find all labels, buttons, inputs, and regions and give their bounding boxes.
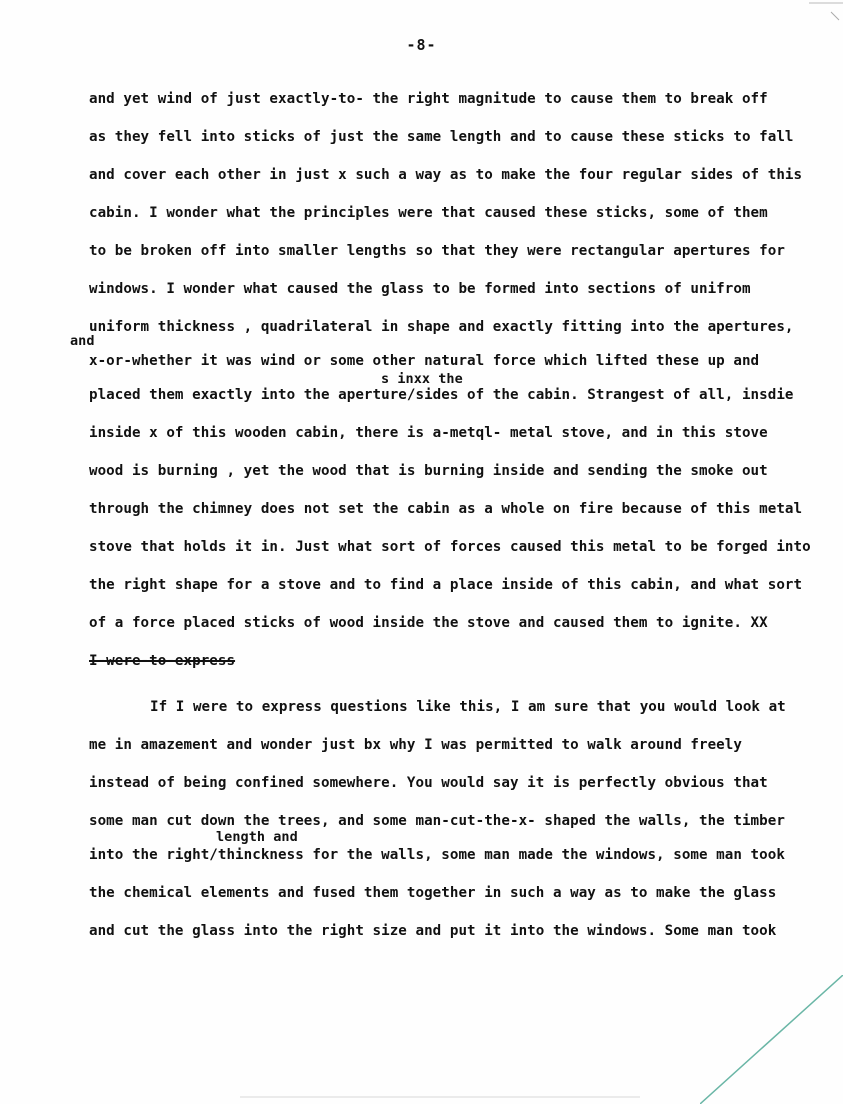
- paragraph-first-line: [89, 688, 809, 726]
- struck-text: I-were-to-express: [89, 653, 236, 669]
- handwritten-insertion: s inxx the: [381, 371, 463, 387]
- typed-text-body: [70, 80, 811, 950]
- text-line-with-insertion: [89, 829, 809, 874]
- text-line: [89, 414, 809, 452]
- line-text: as they fell into sticks of just the same length and to cause these sticks to fall: [89, 129, 794, 145]
- line-text: the chemical elements and fused them together in such a way as to make the glass: [89, 885, 777, 901]
- text-line: [89, 874, 809, 912]
- text-line: [89, 452, 809, 490]
- text-line: [89, 802, 809, 836]
- line-text: cabin. I wonder what the principles were that caused these sticks, some of them: [89, 205, 768, 221]
- line-text: and cover each other in just x such a way as to make the four regular sides of this: [89, 167, 803, 183]
- line-text: through the chimney does not set the cabin as a whole on fire because of this metal: [89, 501, 803, 517]
- text-line-struck: [89, 642, 809, 688]
- line-text: wood is burning , yet the wood that is burning inside and sending the smoke out: [89, 463, 768, 479]
- text-line: [89, 726, 809, 764]
- line-text: x-or-whether it was wind or some other natural force which lifted these up and: [89, 353, 760, 369]
- line-text: me in amazement and wonder just bx why I was permitted to walk around freely: [89, 737, 742, 753]
- handwritten-insertion: and: [70, 333, 95, 349]
- scan-bottom-edge: [240, 1094, 640, 1100]
- line-text: to be broken off into smaller lengths so that they were rectangular apertures for: [89, 243, 785, 259]
- scan-edge-line: [700, 975, 843, 1104]
- line-text: If I were to express questions like this, I am sure that you would look at: [150, 699, 786, 715]
- line-text: uniform thickness , quadrilateral in shape and exactly fitting into the apertures,: [89, 319, 794, 335]
- text-line: [89, 566, 809, 604]
- line-text: some man cut down the trees, and some man-cut-the-x- shaped the walls, the timber: [89, 813, 785, 829]
- line-text: placed them exactly into the aperture/sides of the cabin. Strangest of all, insdie: [89, 387, 794, 403]
- page-corner-mark: [803, 0, 843, 24]
- line-text: and yet wind of just exactly-to- the right magnitude to cause them to break off: [89, 91, 768, 107]
- line-text: inside x of this wooden cabin, there is a-metql- metal stove, and in this stove: [89, 425, 768, 441]
- handwritten-insertion: length and: [216, 829, 298, 845]
- text-line: [89, 156, 809, 194]
- text-line: [89, 80, 809, 118]
- text-line: [89, 118, 809, 156]
- text-line: [89, 528, 809, 566]
- text-line-with-insertion: [89, 371, 809, 414]
- text-line: [89, 308, 809, 342]
- line-text: into the right/thinckness for the walls, some man made the windows, some man took: [89, 847, 785, 863]
- text-line: [89, 490, 809, 528]
- text-line: [89, 604, 809, 642]
- text-line: [89, 764, 809, 802]
- page-number: -8-: [406, 36, 437, 54]
- line-text: the right shape for a stove and to find a place inside of this cabin, and what sort: [89, 577, 803, 593]
- text-line: [89, 912, 809, 950]
- text-line: [89, 194, 809, 232]
- line-text: windows. I wonder what caused the glass to be formed into sections of unifrom: [89, 281, 751, 297]
- text-line: [89, 232, 809, 270]
- line-text: instead of being confined somewhere. You would say it is perfectly obvious that: [89, 775, 768, 791]
- line-text: of a force placed sticks of wood inside the stove and caused them to ignite. XX: [89, 615, 768, 631]
- text-line: [89, 270, 809, 308]
- line-text: stove that holds it in. Just what sort of forces caused this metal to be forged into: [89, 539, 811, 555]
- line-text: and cut the glass into the right size and put it into the windows. Some man took: [89, 923, 777, 939]
